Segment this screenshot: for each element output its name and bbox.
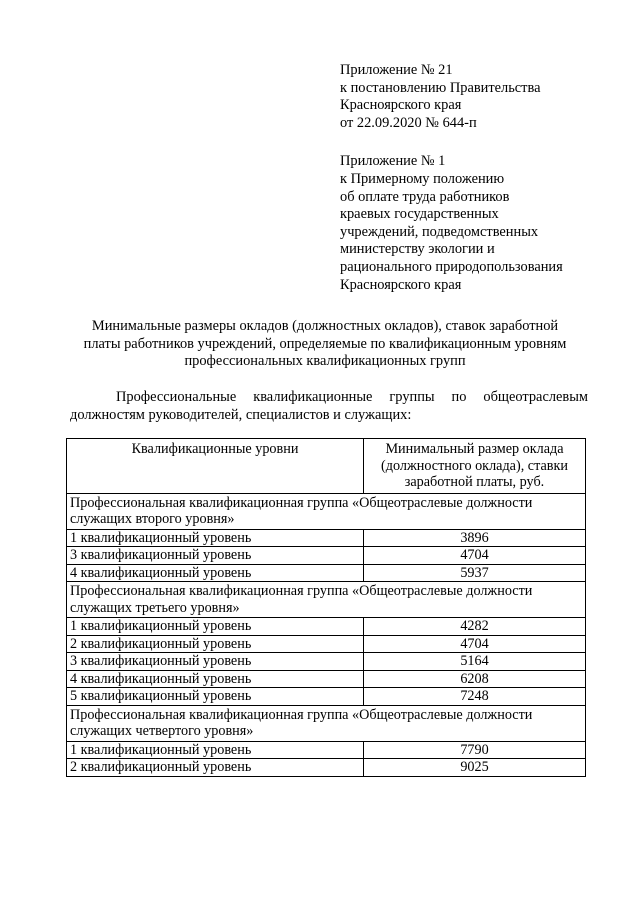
appendix-1-line: краевых государственных bbox=[340, 206, 499, 223]
value-cell: 4704 bbox=[364, 547, 586, 565]
table-row bbox=[67, 618, 586, 636]
value-cell: 7790 bbox=[364, 741, 586, 759]
intro-word: квалификационные bbox=[253, 389, 373, 405]
level-cell: 2 квалификационный уровень bbox=[67, 635, 364, 653]
level-cell: 3 квалификационный уровень bbox=[67, 547, 364, 565]
appendix-21-line: Приложение № 21 bbox=[340, 62, 453, 78]
value-cell: 9025 bbox=[364, 759, 586, 777]
title-line: платы работников учреждений, определяемые по квалификационным уровням bbox=[83, 335, 567, 352]
level-cell: 4 квалификационный уровень bbox=[67, 564, 364, 582]
appendix-1-line: Красноярского края bbox=[340, 276, 462, 293]
appendix-1-line: к Примерному положению bbox=[340, 170, 505, 187]
appendix-block bbox=[340, 62, 563, 294]
appendix-1-line: Приложение № 1 bbox=[340, 153, 446, 170]
group-row bbox=[67, 582, 586, 618]
intro-word: группы bbox=[389, 389, 435, 405]
appendix-1-line: рационального природопользования bbox=[340, 258, 563, 275]
appendix-21-line: Красноярского края bbox=[340, 97, 462, 114]
table-row bbox=[67, 688, 586, 706]
group-row bbox=[67, 493, 586, 529]
intro-word: по bbox=[451, 389, 467, 405]
table-row bbox=[67, 653, 586, 671]
group-title: Профессиональная квалификационная группа «Общеотраслевые должности служащих второго уровня» bbox=[67, 493, 586, 529]
header-minimum-salary: Минимальный размер оклада (должностного оклада), ставки заработной платы, руб. bbox=[364, 439, 586, 494]
table-header-row bbox=[67, 439, 586, 494]
level-cell: 2 квалификационный уровень bbox=[67, 759, 364, 777]
appendix-1-line: учреждений, подведомственных bbox=[340, 223, 539, 240]
level-cell: 1 квалификационный уровень bbox=[67, 529, 364, 547]
table-row bbox=[67, 670, 586, 688]
intro-line-2: должностям руководителей, специалистов и служащих: bbox=[70, 406, 412, 423]
title-line: профессиональных квалификационных групп bbox=[184, 353, 466, 370]
value-cell: 6208 bbox=[364, 670, 586, 688]
level-cell: 4 квалификационный уровень bbox=[67, 670, 364, 688]
title-line: Минимальные размеры окладов (должностных окладов), ставок заработной bbox=[91, 318, 559, 334]
intro-word: Профессиональные bbox=[116, 389, 237, 405]
level-cell: 1 квалификационный уровень bbox=[67, 741, 364, 759]
table-row bbox=[67, 564, 586, 582]
group-row bbox=[67, 705, 586, 741]
group-title: Профессиональная квалификационная группа «Общеотраслевые должности служащих четвертого уровня» bbox=[67, 705, 586, 741]
level-cell: 5 квалификационный уровень bbox=[67, 688, 364, 706]
salary-table bbox=[66, 438, 586, 777]
level-cell: 3 квалификационный уровень bbox=[67, 653, 364, 671]
appendix-1-line: министерству экологии и bbox=[340, 241, 495, 258]
intro-paragraph bbox=[70, 389, 588, 424]
value-cell: 5164 bbox=[364, 653, 586, 671]
table-row bbox=[67, 529, 586, 547]
value-cell: 4704 bbox=[364, 635, 586, 653]
group-title: Профессиональная квалификационная группа «Общеотраслевые должности служащих третьего уровня» bbox=[67, 582, 586, 618]
table-row bbox=[67, 635, 586, 653]
value-cell: 5937 bbox=[364, 564, 586, 582]
level-cell: 1 квалификационный уровень bbox=[67, 618, 364, 636]
value-cell: 3896 bbox=[364, 529, 586, 547]
table-row bbox=[67, 547, 586, 565]
value-cell: 4282 bbox=[364, 618, 586, 636]
table-row bbox=[67, 741, 586, 759]
table-row bbox=[67, 759, 586, 777]
header-qualification-levels: Квалификационные уровни bbox=[67, 439, 364, 494]
document-title bbox=[60, 318, 590, 371]
intro-line-1 bbox=[70, 389, 588, 407]
appendix-21-line: от 22.09.2020 № 644-п bbox=[340, 114, 477, 131]
value-cell: 7248 bbox=[364, 688, 586, 706]
intro-word: общеотраслевым bbox=[483, 389, 588, 405]
appendix-1-line: об оплате труда работников bbox=[340, 188, 510, 205]
appendix-21-line: к постановлению Правительства bbox=[340, 79, 541, 96]
